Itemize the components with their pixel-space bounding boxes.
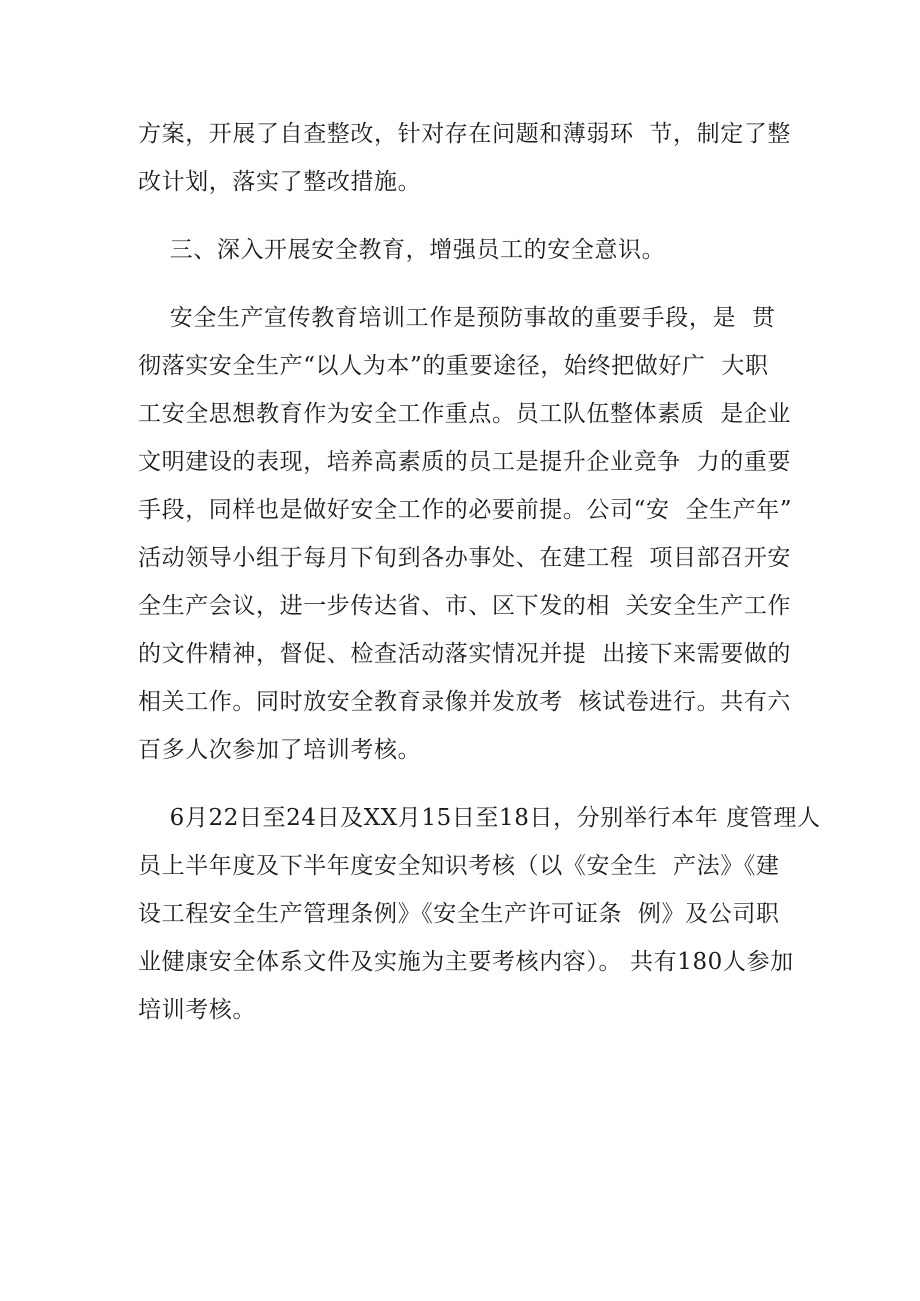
text-line: 工安全思想教育作为安全工作重点。员工队伍整体素质 是企业 <box>138 401 792 427</box>
text-line: 活动领导小组于每月下旬到各办事处、在建工程 项目部召开安 <box>138 545 792 571</box>
text-line: 的文件精神，督促、检查活动落实情况并提 出接下来需要做的 <box>138 641 792 667</box>
text-line: 文明建设的表现，培养高素质的员工是提升企业竞争 力的重要 <box>138 449 792 475</box>
text-line: 改计划，落实了整改措施。 <box>138 169 422 195</box>
text-line: 百多人次参加了培训考核。 <box>138 737 422 763</box>
document-page <box>138 110 821 1034</box>
paragraph-rectification <box>138 110 792 206</box>
text-line: 全生产会议，进一步传达省、市、区下发的相 关安全生产工作 <box>138 593 792 619</box>
text-line: 相关工作。同时放安全教育录像并发放考 核试卷进行。共有六 <box>138 689 792 715</box>
paragraph-safety-education <box>138 294 793 774</box>
text-line: 方案，开展了自查整改，针对存在问题和薄弱环 节，制定了整 <box>138 121 792 147</box>
text-line: 安全生产宣传教育培训工作是预防事故的重要手段，是 贯 <box>138 305 776 331</box>
text-line: 6月22日至24日及XX月15日至18日，分别举行本年 度管理人 <box>138 805 821 831</box>
paragraph-gap <box>138 774 788 794</box>
text-line: 手段，同样也是做好安全工作的必要前提。公司“安 全生产年” <box>138 497 793 523</box>
paragraph-exam-schedule <box>138 794 821 1034</box>
text-line: 员上半年度及下半年度安全知识考核（以《安全生 产法》《建 <box>138 853 780 879</box>
heading-line: 三、深入开展安全教育，增强员工的安全意识。 <box>138 237 666 263</box>
text-line: 彻落实安全生产“以人为本”的重要途径，始终把做好广 大职 <box>138 353 769 379</box>
text-line: 设工程安全生产管理条例》《安全生产许可证条 例》及公司职 <box>138 901 780 927</box>
text-line: 培训考核。 <box>138 997 256 1023</box>
section-heading-3 <box>138 226 788 274</box>
paragraph-gap <box>138 206 788 226</box>
text-line: 业健康安全体系文件及实施为主要考核内容）。 共有180人参加 <box>138 949 794 975</box>
paragraph-gap <box>138 274 788 294</box>
